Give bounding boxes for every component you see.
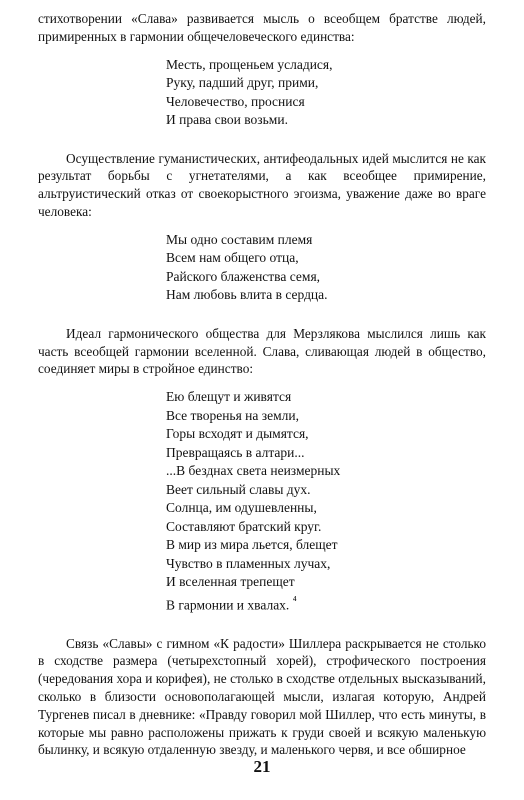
verse-line: Руку, падший друг, прими, xyxy=(166,75,319,91)
verse-line: Мы одно составим племя xyxy=(166,231,313,247)
verse-line: Веет сильный славы дух. xyxy=(166,481,311,497)
footnote-mark: ⁴ xyxy=(292,594,297,607)
verse-line: Превращаясь в алтари... xyxy=(166,444,305,460)
spacer xyxy=(38,378,486,388)
verse-line: Все творенья на земли, xyxy=(166,407,299,423)
verse-line: Солнца, им одушевленны, xyxy=(166,500,317,516)
verse-line: В мир из мира льется, блещет xyxy=(166,537,338,553)
verse-line: Ею блещут и живятся xyxy=(166,389,292,405)
verse-line: И вселенная трепещет xyxy=(166,574,295,590)
verse-line: Человечество, проснися xyxy=(166,93,305,109)
spacer xyxy=(38,305,486,325)
spacer xyxy=(38,46,486,56)
verse-line: Райского блаженства семя, xyxy=(166,268,321,284)
verse-line: Месть, прощеньем усладися, xyxy=(166,56,333,72)
verse-line: Всем нам общего отца, xyxy=(166,250,299,266)
paragraph-humanism: Осуществление гуманистических, антифеодальных идей мыслится не как результат борьбы с угнетателями, а как всеобщее примирение, альтруистический отказ от своекорыстного эгоизма, уважение даже во враге человека: xyxy=(38,150,486,219)
verse-block-3 xyxy=(38,388,486,615)
page-number: 21 xyxy=(253,757,271,776)
spacer xyxy=(38,221,486,231)
paragraph-schiller: Связь «Славы» с гимном «К радости» Шиллера раскрывается не столько в сходстве размера (четырехстопный хорей), строфического построения (чередования хора и корифея), не столько в сходстве отдельных высказываний, сколько в близости основополагающей мысли, излагая которую, Андрей Тургенев писал в дневнике: «Правду говорил мой Шиллер, что есть минуты, в которые мы равно расположены прижать к груди своей и всякую маленькую былинку, и всякую отдаленную звезду, и маленького червя, и все обширное xyxy=(38,635,486,758)
verse-line: Чувство в пламенных лучах, xyxy=(166,555,331,571)
spacer xyxy=(38,130,486,150)
paragraph-harmony: Идеал гармонического общества для Мерзлякова мыслился лишь как часть всеобщей гармонии вселенной. Слава, сливающая людей в общество, соединяет миры в стройное единство: xyxy=(38,325,486,377)
paragraph-intro: стихотворении «Слава» развивается мысль о всеобщем братстве людей, примиренных в гармонии общечеловеческого единства: xyxy=(38,11,486,44)
verse-line: Нам любовь влита в сердца. xyxy=(166,287,328,303)
verse-line-final xyxy=(166,592,486,615)
verse-line: Составляют братский круг. xyxy=(166,518,322,534)
verse-line: В гармонии и хвалах. xyxy=(166,597,290,613)
verse-block-2 xyxy=(38,231,486,305)
verse-block-1 xyxy=(38,56,486,130)
verse-line: И права свои возьми. xyxy=(166,112,288,128)
spacer xyxy=(38,615,486,635)
verse-line: ...В безднах света неизмерных xyxy=(166,463,341,479)
verse-line: Горы всходят и дымятся, xyxy=(166,426,309,442)
